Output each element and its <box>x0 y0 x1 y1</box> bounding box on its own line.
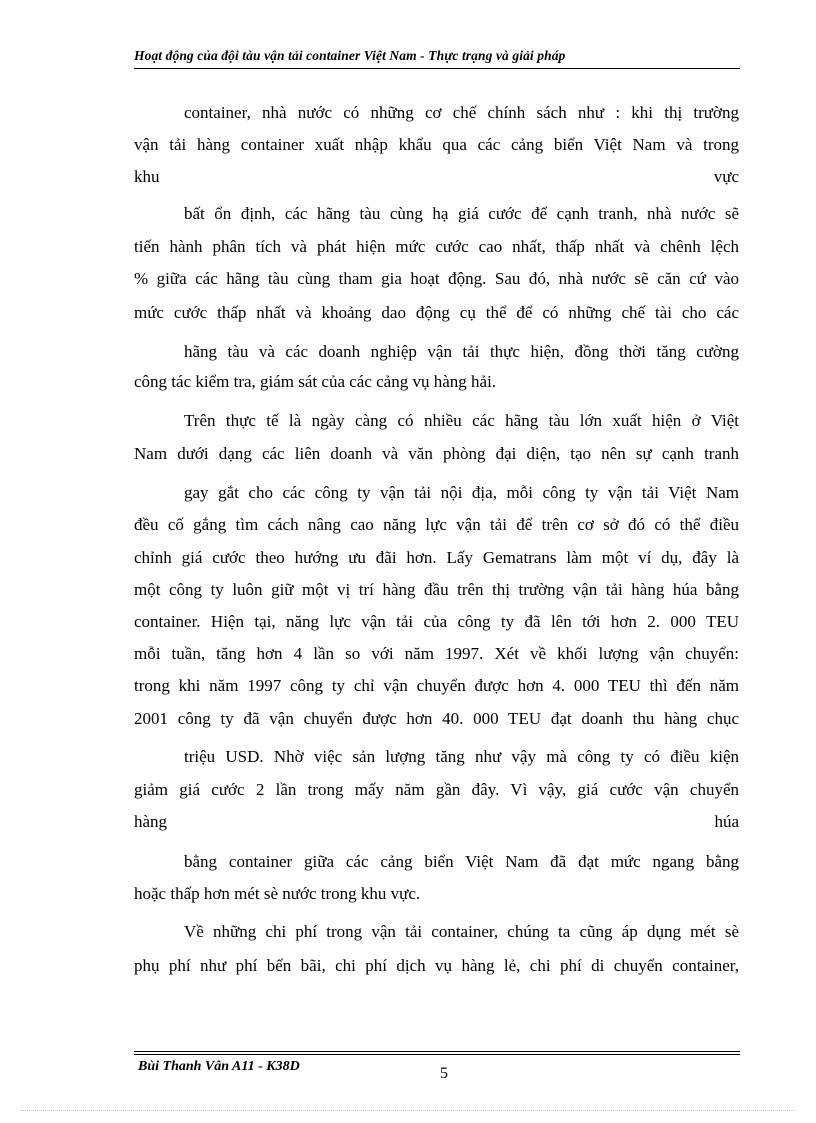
text-line: mức cước thấp nhất và khoảng dao động cụ thể để có những chế tài cho các <box>134 303 739 322</box>
text-line: hãng tàu và các doanh nghiệp vận tải thực hiện, đồng thời tăng cường <box>184 342 739 361</box>
page-number: 5 <box>440 1065 448 1082</box>
text-line: container, nhà nước có những cơ chế chính sách như : khi thị trường <box>184 103 739 122</box>
text-line: Nam dưới dạng các liên doanh và văn phòng đại diện, tạo nên sự cạnh tranh <box>134 444 739 463</box>
text-line: công tác kiểm tra, giám sát của các cảng vụ hàng hải. <box>134 372 497 391</box>
header-divider <box>134 68 740 69</box>
text-line: gay gắt cho các công ty vận tải nội địa, mỗi công ty vận tải Việt Nam <box>184 483 739 502</box>
text-line: khu vực <box>134 167 739 186</box>
text-line: bằng container giữa các cảng biển Việt Nam đã đạt mức ngang bằng <box>184 852 739 871</box>
page-bottom-dotted-rule <box>20 1110 796 1111</box>
text-line: trong khi năm 1997 công ty chỉ vận chuyển được hơn 4. 000 TEU thì đến năm <box>134 676 739 695</box>
text-line: phụ phí như phí bến bãi, chi phí dịch vụ hàng lẻ, chi phí di chuyển container, <box>134 956 739 975</box>
text-line: một công ty luôn giữ một vị trí hàng đầu trên thị trường vận tải hàng húa bằng <box>134 580 739 599</box>
text-line: % giữa các hãng tàu cùng tham gia hoạt động. Sau đó, nhà nước sẽ căn cứ vào <box>134 269 739 288</box>
page-header-title: Hoạt động của đội tàu vận tải container Việt Nam - Thực trạng và giải pháp <box>134 48 566 63</box>
text-line: 2001 công ty đã vận chuyển được hơn 40. 000 TEU đạt doanh thu hàng chục <box>134 709 739 728</box>
text-line: Trên thực tế là ngày càng có nhiều các hãng tàu lớn xuất hiện ở Việt <box>184 411 739 430</box>
text-line: hoặc thấp hơn mét sè nước trong khu vực. <box>134 884 421 903</box>
text-line: giảm giá cước 2 lần trong mấy năm gần đây. Vì vậy, giá cước vận chuyển <box>134 780 739 799</box>
text-line: hàng húa <box>134 812 739 831</box>
text-line: mỗi tuần, tăng hơn 4 lần so với năm 1997. Xét về khối lượng vận chuyển: <box>134 644 739 663</box>
text-line: container. Hiện tại, năng lực vận tải của công ty đã lên tới hơn 2. 000 TEU <box>134 612 739 631</box>
footer-divider <box>134 1051 740 1052</box>
text-line: tiến hành phân tích và phát hiện mức cước cao nhất, thấp nhất và chênh lệch <box>134 237 739 256</box>
text-line: đều cố gắng tìm cách nâng cao năng lực vận tải để trên cơ sở đó có thể điều <box>134 515 739 534</box>
text-line: bất ổn định, các hãng tàu cùng hạ giá cước để cạnh tranh, nhà nước sẽ <box>184 204 739 223</box>
text-line: triệu USD. Nhờ việc sản lượng tăng như vậy mà công ty có điều kiện <box>184 747 739 766</box>
footer-author: Bùi Thanh Vân A11 - K38D <box>138 1059 300 1074</box>
text-line: Về những chi phí trong vận tải container, chúng ta cũng áp dụng mét sè <box>184 922 739 941</box>
footer-divider <box>134 1054 740 1055</box>
text-line: vận tải hàng container xuất nhập khẩu qua các cảng biển Việt Nam và trong <box>134 135 739 154</box>
text-line: chỉnh giá cước theo hướng ưu đãi hơn. Lấy Gematrans làm một ví dụ, đây là <box>134 548 739 567</box>
